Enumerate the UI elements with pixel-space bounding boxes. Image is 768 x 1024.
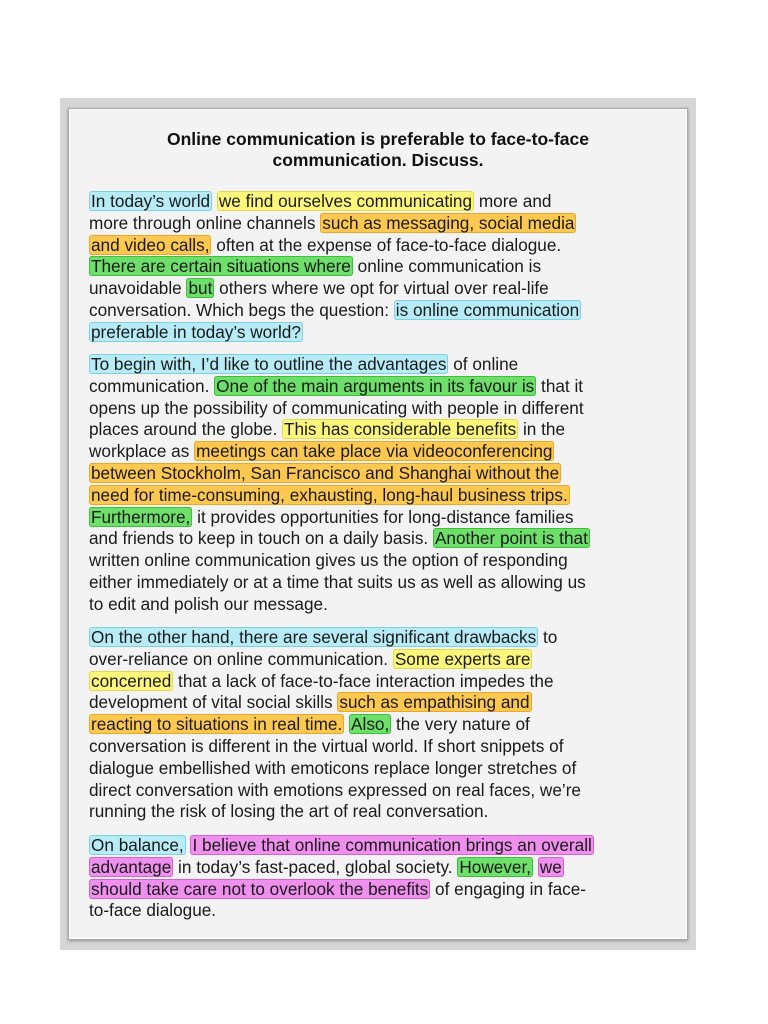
text-segment: of engaging in face-	[430, 878, 587, 899]
highlight-green: Another point is that	[434, 528, 588, 549]
text-segment: online communication is	[352, 256, 542, 277]
text-line	[89, 835, 679, 857]
text-segment: that a lack of face-to-face interaction impedes the	[173, 670, 554, 691]
text-segment: in the	[518, 419, 566, 440]
text-line	[89, 879, 679, 901]
text-line	[89, 256, 679, 278]
text-line	[89, 485, 679, 507]
text-segment: more and	[474, 191, 552, 211]
text-segment: the very nature of	[391, 714, 530, 735]
highlight-blue: On balance,	[91, 835, 184, 855]
text-line	[89, 398, 679, 420]
text-segment: to-face dialogue.	[89, 900, 217, 921]
text-line	[89, 419, 679, 441]
essay-title-line-1: Online communication is preferable to face-to-face	[166, 129, 590, 149]
text-line	[89, 649, 679, 671]
text-segment: to	[538, 627, 558, 647]
highlight-blue: is online communication	[395, 299, 580, 320]
paragraph-conclusion	[89, 835, 679, 922]
text-segment: development of vital social skills	[89, 692, 338, 713]
essay-title	[69, 129, 687, 171]
paragraph-advantages	[89, 354, 679, 616]
highlight-green: However,	[459, 856, 532, 877]
text-segment: it provides opportunities for long-distance families	[192, 506, 574, 527]
text-segment: direct conversation with emotions expressed on real faces, we’re	[89, 779, 581, 800]
text-line	[89, 714, 679, 736]
highlight-orange: such as messaging, social media	[322, 212, 575, 233]
text-line	[89, 692, 679, 714]
text-segment: either immediately or at a time that suits us as well as allowing us	[89, 571, 586, 592]
text-line	[89, 900, 679, 922]
highlight-green: but	[188, 278, 213, 299]
text-segment: workplace as	[89, 441, 195, 462]
text-segment: communication.	[89, 375, 215, 396]
text-line	[89, 857, 679, 879]
highlight-blue: In today’s world	[91, 191, 211, 211]
text-segment: running the risk of losing the art of real conversation.	[89, 801, 489, 822]
highlight-orange: meetings can take place via videoconferencing	[196, 441, 553, 462]
text-segment: dialogue embellished with emoticons replace longer stretches of	[89, 757, 577, 778]
text-segment: places around the globe.	[89, 419, 283, 440]
text-line	[89, 300, 679, 322]
text-line	[89, 507, 679, 529]
text-line	[89, 528, 679, 550]
text-segment: unavoidable	[89, 278, 187, 299]
text-segment: and friends to keep in touch on a daily basis.	[89, 528, 433, 549]
text-line	[89, 780, 679, 802]
text-line	[89, 463, 679, 485]
paragraph-drawbacks	[89, 627, 679, 823]
text-line	[89, 235, 679, 257]
text-line	[89, 594, 679, 616]
text-segment: over-reliance on online communication.	[89, 648, 393, 669]
text-line	[89, 572, 679, 594]
text-segment: that it	[536, 375, 584, 396]
text-segment: written online communication gives us the option of responding	[89, 550, 568, 571]
highlight-pink: should take care not to overlook the benefits	[91, 878, 429, 899]
highlight-blue: To begin with, I’d like to outline the advantages	[91, 354, 447, 374]
highlight-yellow: concerned	[91, 670, 172, 691]
highlight-blue: On the other hand, there are several significant drawbacks	[91, 627, 537, 647]
text-segment: in today’s fast-paced, global society.	[173, 856, 458, 877]
text-line	[89, 801, 679, 823]
highlight-pink: I believe that online communication brings an overall	[192, 835, 592, 855]
text-segment: conversation is different in the virtual world. If short snippets of	[89, 735, 564, 756]
text-line	[89, 441, 679, 463]
highlight-green: There are certain situations where	[91, 256, 351, 277]
highlight-orange: need for time-consuming, exhausting, long-haul business trips.	[91, 484, 568, 505]
text-line	[89, 354, 679, 376]
highlight-orange: between Stockholm, San Francisco and Shanghai without the	[91, 462, 560, 483]
text-line	[89, 758, 679, 780]
text-line	[89, 278, 679, 300]
text-segment: others where we opt for virtual over real-life	[214, 278, 549, 299]
text-line	[89, 191, 679, 213]
text-line	[89, 627, 679, 649]
highlight-yellow: This has considerable benefits	[284, 419, 517, 440]
highlight-pink: we	[539, 856, 562, 877]
highlight-yellow: Some experts are	[394, 648, 531, 669]
text-segment: more through online channels	[89, 212, 321, 233]
text-segment: of online	[448, 354, 519, 374]
text-segment: to edit and polish our message.	[89, 593, 328, 614]
highlight-green: Furthermore,	[91, 506, 191, 527]
highlight-blue: preferable in today’s world?	[91, 321, 301, 342]
paragraph-introduction	[89, 191, 679, 344]
highlight-orange: such as empathising and	[339, 692, 530, 713]
text-line	[89, 213, 679, 235]
text-segment: often at the expense of face-to-face dialogue.	[211, 234, 562, 255]
text-line	[89, 736, 679, 758]
text-segment: opens up the possibility of communicating with people in different	[89, 397, 584, 418]
text-line	[89, 376, 679, 398]
highlight-orange: reacting to situations in real time.	[91, 714, 343, 735]
highlight-pink: advantage	[91, 856, 172, 877]
highlight-green: Also,	[351, 714, 390, 735]
highlight-orange: and video calls,	[91, 234, 210, 255]
text-line	[89, 322, 679, 344]
essay-card	[68, 108, 688, 940]
text-line	[89, 671, 679, 693]
highlight-yellow: we find ourselves communicating	[218, 191, 473, 211]
text-segment: conversation. Which begs the question:	[89, 299, 394, 320]
essay-title-line-2: communication. Discuss.	[272, 150, 484, 170]
text-line	[89, 550, 679, 572]
highlight-green: One of the main arguments in its favour is	[216, 375, 535, 396]
